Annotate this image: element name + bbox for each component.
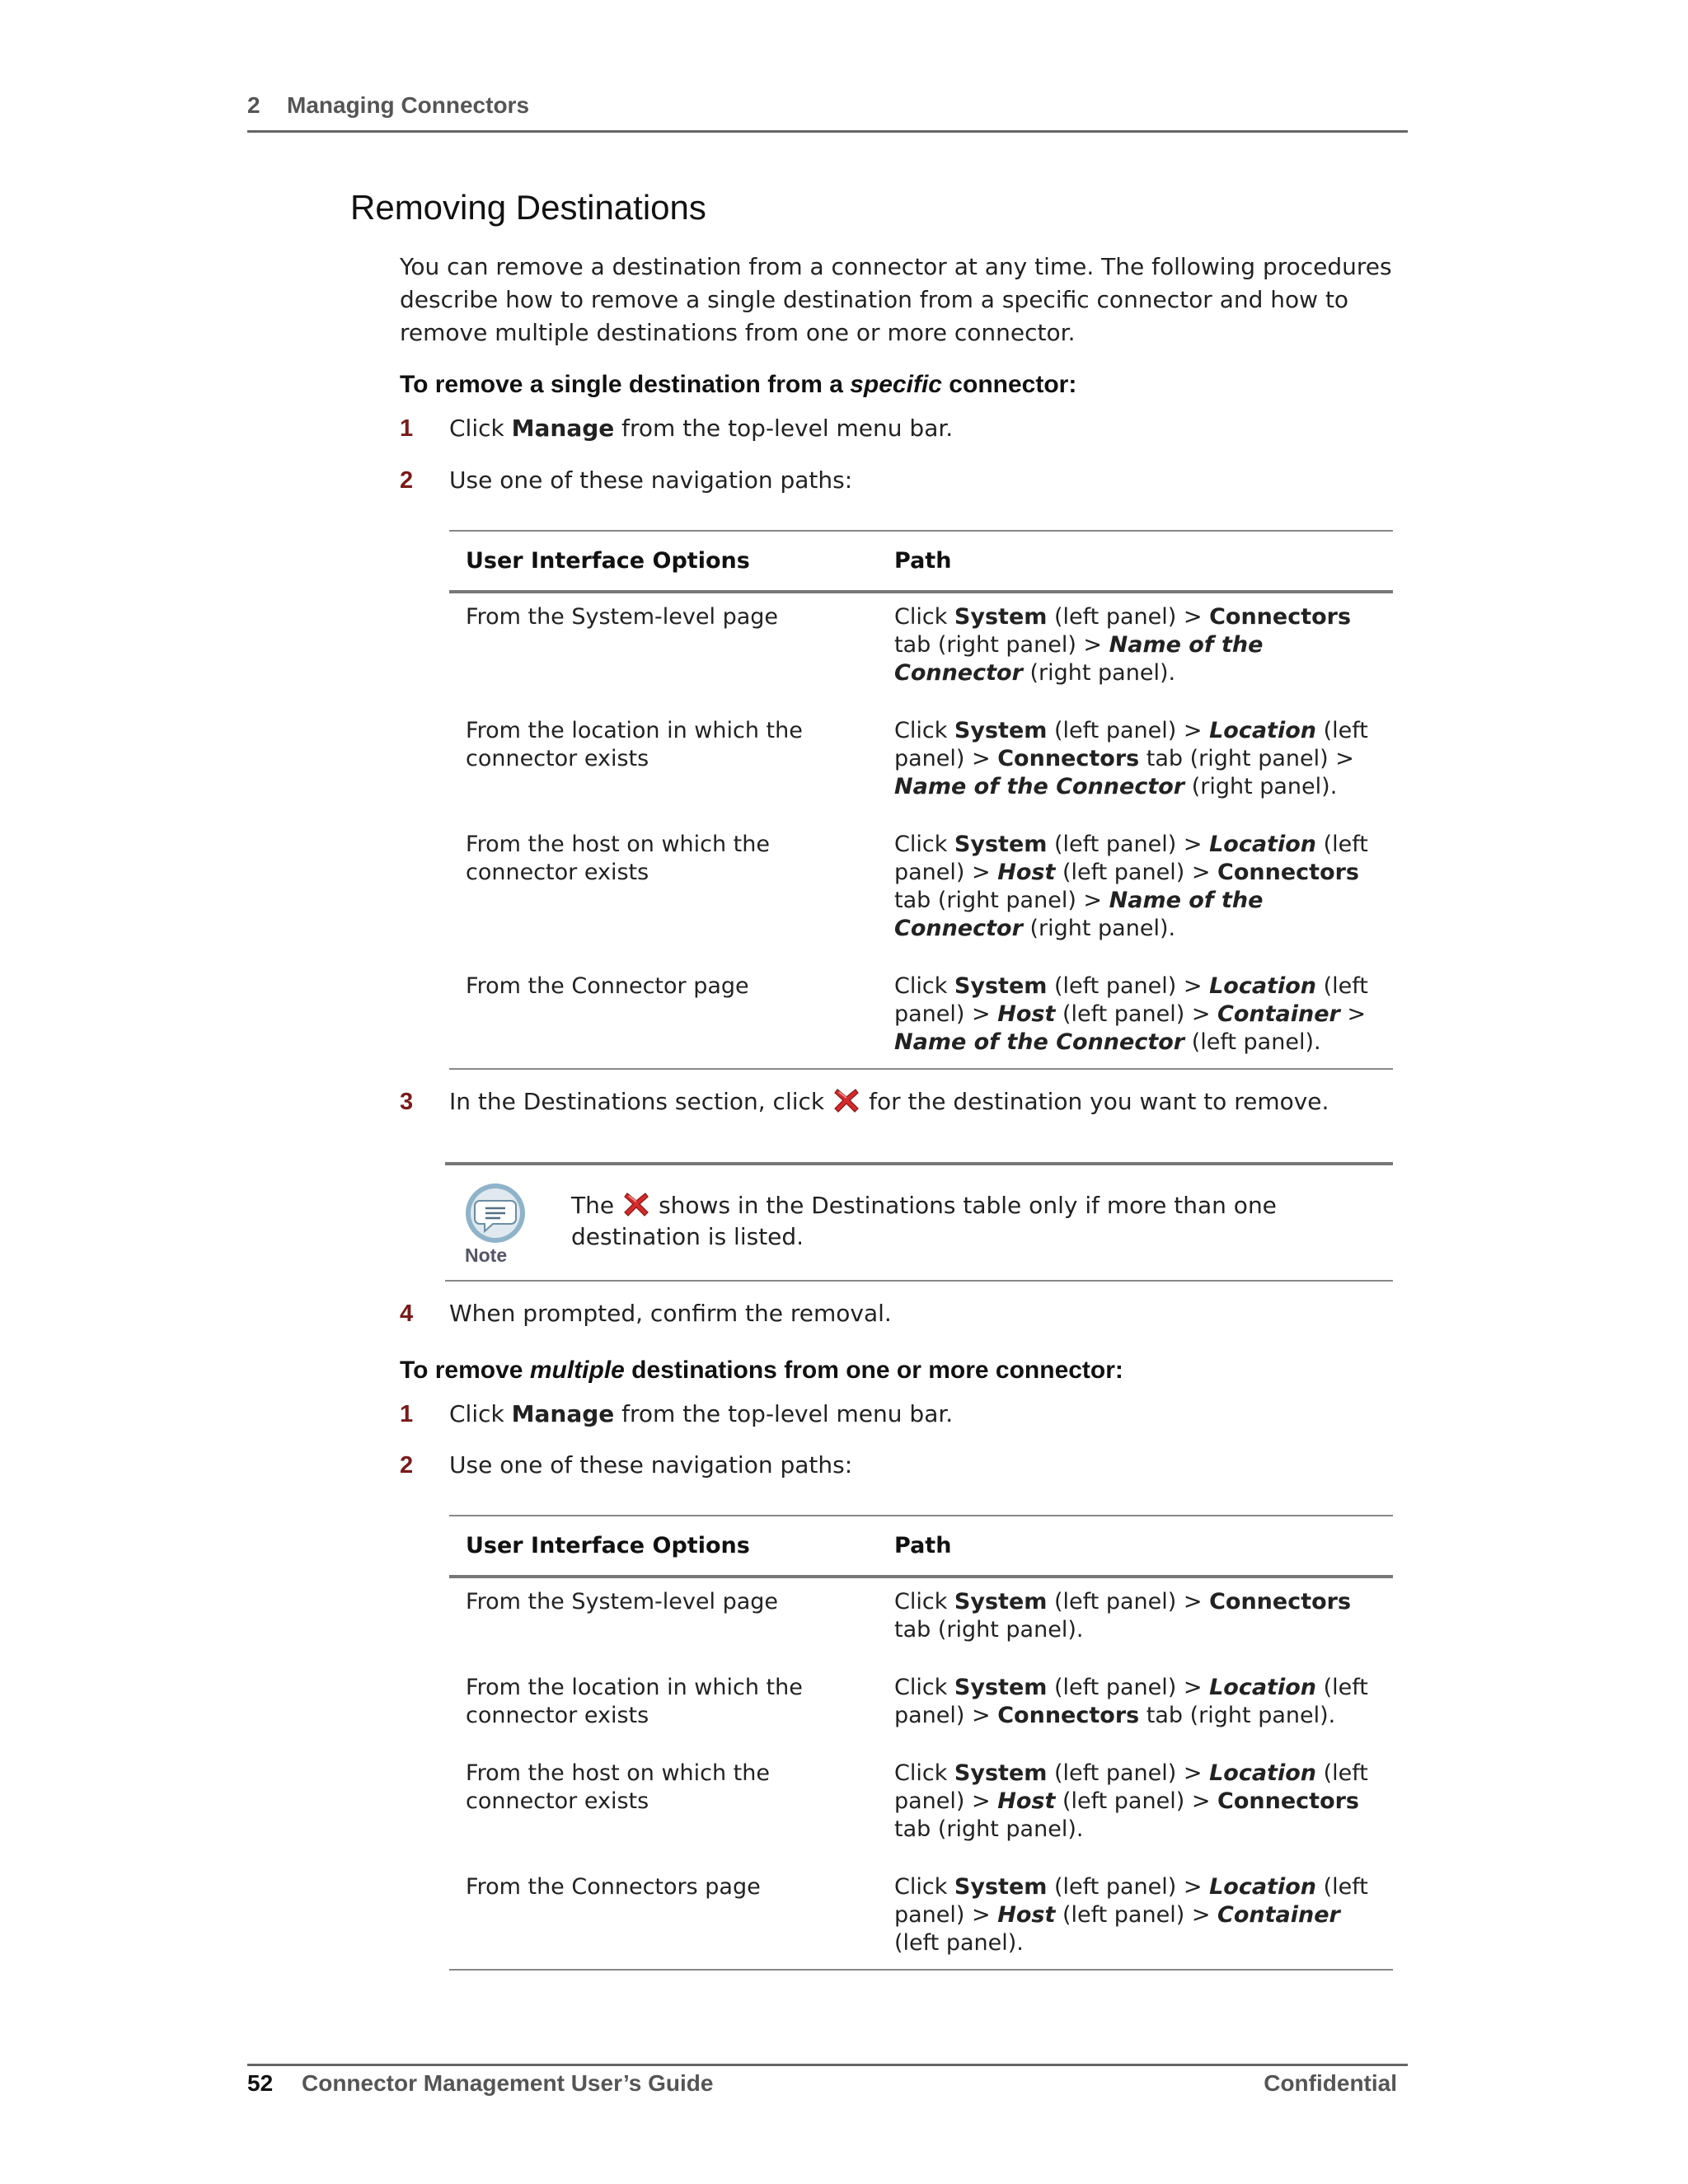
table-header-row — [449, 531, 1393, 592]
path-text: tab (right panel). — [1139, 1703, 1336, 1728]
note-text-part: The — [571, 1192, 615, 1219]
chapter-title: Managing Connectors — [287, 92, 530, 118]
path-text: (left panel) > — [1047, 1874, 1210, 1900]
path-cell — [878, 1750, 1393, 1863]
column-header: Path — [878, 531, 1393, 592]
path-text: Click — [894, 1760, 954, 1786]
path-element: System — [954, 832, 1048, 857]
ui-option-cell: From the Connector page — [449, 963, 878, 1069]
path-element: Host — [997, 1001, 1056, 1027]
path-element: Name of the Connector — [894, 888, 1264, 941]
path-text: (left panel). — [894, 1930, 1024, 1956]
table-row — [449, 592, 1393, 707]
path-element: Location — [1209, 973, 1316, 999]
step-text — [449, 1085, 1329, 1118]
table-row — [449, 963, 1393, 1069]
table-row — [449, 821, 1393, 963]
menu-name: Manage — [511, 415, 615, 442]
path-text: (left panel) > — [1047, 1760, 1210, 1786]
section-title: Removing Destinations — [350, 188, 706, 227]
path-text: (left panel) > — [1055, 1001, 1218, 1027]
step-text-part: Click — [449, 415, 512, 442]
path-text: (left panel) > — [1047, 832, 1210, 857]
path-element: Location — [1209, 718, 1316, 743]
path-text: (left panel) > — [894, 1675, 1368, 1728]
path-text: Click — [894, 1874, 954, 1900]
remove-x-icon — [622, 1190, 650, 1218]
path-cell — [878, 707, 1393, 821]
path-text: (left panel) > — [1047, 1589, 1210, 1615]
note-label: Note — [465, 1244, 508, 1266]
path-element: Host — [997, 1902, 1056, 1928]
path-text: Click — [894, 973, 954, 999]
step-text — [449, 1398, 953, 1431]
procedure-heading-multiple — [400, 1357, 1123, 1385]
ui-option-cell: From the location in which the connector exists — [466, 1675, 803, 1728]
path-text: (right panel). — [1184, 774, 1338, 799]
intro-paragraph: You can remove a destination from a connector at any time. The following procedures describe how to remove a single destination from a specific connector and how to remove multiple destinations from one or more connector. — [400, 253, 1392, 346]
path-element: System — [954, 1589, 1048, 1615]
remove-x-icon[interactable] — [832, 1086, 860, 1114]
heading-text: connector: — [941, 371, 1077, 398]
heading-text: To remove — [400, 1357, 530, 1384]
path-text: (left panel) > — [1047, 604, 1210, 630]
path-text: (left panel) > — [1047, 973, 1210, 999]
path-text: > — [1339, 1001, 1367, 1027]
footer-rule — [247, 2064, 1408, 2066]
table-row — [449, 1863, 1393, 1970]
note-icon — [462, 1180, 532, 1269]
path-text: tab (right panel) > — [894, 888, 1109, 913]
path-cell — [878, 1577, 1393, 1664]
navigation-paths-table-multiple — [449, 1515, 1393, 1971]
path-text: Click — [894, 1589, 954, 1615]
path-element: Location — [1209, 832, 1316, 857]
step-number: 1 — [400, 415, 414, 442]
heading-text: To remove a single destination from a — [400, 371, 851, 398]
path-text: tab (right panel) > — [894, 632, 1109, 658]
ui-option-cell: From the host on which the connector exists — [466, 832, 770, 885]
path-element: Connectors — [1217, 1788, 1359, 1814]
ui-option-cell: From the location in which the connector exists — [466, 718, 803, 771]
step-text-part: Click — [449, 1400, 512, 1427]
path-element: Connectors — [1209, 1589, 1352, 1615]
menu-name: Manage — [511, 1400, 615, 1427]
path-text: (left panel) > — [894, 973, 1368, 1027]
column-header: Path — [878, 1516, 1393, 1577]
path-element: System — [954, 718, 1048, 743]
path-text: Click — [894, 718, 954, 743]
step-number: 2 — [400, 467, 414, 494]
path-element: Location — [1209, 1874, 1316, 1900]
column-header: User Interface Options — [449, 531, 878, 592]
step-text: Use one of these navigation paths: — [449, 1451, 853, 1479]
column-header: User Interface Options — [449, 1516, 878, 1577]
chapter-number: 2 — [247, 92, 260, 118]
table-row — [449, 1577, 1393, 1664]
step-text-part: from the top-level menu bar. — [614, 1400, 954, 1427]
table-row — [449, 1750, 1393, 1863]
procedure-heading-single — [400, 371, 1076, 399]
path-element: System — [954, 973, 1048, 999]
step-number: 1 — [400, 1401, 414, 1427]
navigation-paths-table-single — [449, 530, 1393, 1070]
path-text: (left panel) > — [1047, 718, 1210, 743]
path-element: Name of the Connector — [894, 1029, 1185, 1055]
note-bottom-rule — [445, 1280, 1393, 1282]
path-cell — [878, 592, 1393, 707]
path-element: Container — [1217, 1001, 1340, 1027]
step-text-part: from the top-level menu bar. — [614, 415, 954, 442]
path-element: Container — [1217, 1902, 1340, 1928]
path-element: Connectors — [1209, 604, 1352, 630]
path-text: (left panel) > — [894, 1874, 1368, 1928]
heading-emphasis: multiple — [529, 1357, 625, 1384]
table-row — [449, 1664, 1393, 1750]
running-footer — [247, 2070, 1397, 2097]
note-text — [571, 1190, 1387, 1253]
path-cell — [878, 1664, 1393, 1750]
path-text: Click — [894, 604, 954, 630]
path-text: Click — [894, 1675, 954, 1700]
path-text: (left panel). — [1184, 1029, 1321, 1055]
path-text: tab (right panel). — [894, 1816, 1084, 1842]
path-element: System — [954, 1675, 1048, 1700]
path-element: Host — [997, 1788, 1056, 1814]
ui-option-cell: From the System-level page — [466, 1589, 779, 1615]
path-element: Location — [1209, 1675, 1316, 1700]
path-text: (left panel) > — [1055, 860, 1218, 885]
path-text: (left panel) > — [1055, 1902, 1218, 1928]
guide-title: Connector Management User’s Guide — [302, 2070, 714, 2096]
heading-emphasis: specific — [850, 371, 942, 398]
page-number: 52 — [247, 2070, 274, 2096]
path-element: Name of the Connector — [894, 632, 1264, 686]
step-text-part: for the destination you want to remove. — [869, 1088, 1329, 1115]
path-element: System — [954, 1874, 1048, 1900]
step-number: 2 — [400, 1452, 414, 1479]
path-text: Click — [894, 832, 954, 857]
header-rule — [247, 130, 1408, 133]
classification-label: Confidential — [1264, 2070, 1397, 2096]
running-header — [247, 92, 1408, 119]
path-text: (left panel) > — [894, 832, 1368, 885]
step-number: 3 — [400, 1089, 414, 1115]
path-text: (left panel) > — [894, 1760, 1368, 1814]
path-cell — [878, 963, 1393, 1069]
path-element: Connectors — [997, 1703, 1140, 1728]
step-text: Use one of these navigation paths: — [449, 466, 853, 494]
step-text — [449, 412, 953, 445]
step-text-part: In the Destinations section, click — [449, 1088, 825, 1115]
table-row — [449, 707, 1393, 821]
path-text: (right panel). — [1022, 916, 1176, 941]
note-top-rule — [445, 1162, 1393, 1165]
note-text-part: shows in the Destinations table only if more than one destination is listed. — [571, 1192, 1277, 1250]
path-text: (left panel) > — [894, 718, 1368, 771]
ui-option-cell: From the System-level page — [466, 604, 779, 630]
path-text: (left panel) > — [1055, 1788, 1218, 1814]
path-element: System — [954, 604, 1048, 630]
ui-option-cell: From the host on which the connector exists — [466, 1760, 770, 1814]
path-element: Connectors — [1217, 860, 1359, 885]
path-element: System — [954, 1760, 1048, 1786]
path-text: tab (right panel). — [894, 1617, 1084, 1643]
ui-option-cell: From the Connectors page — [449, 1863, 878, 1970]
path-cell — [878, 1863, 1393, 1970]
path-element: Location — [1209, 1760, 1316, 1786]
path-text: (right panel). — [1022, 660, 1176, 686]
step-text: When prompted, confirm the removal. — [449, 1300, 892, 1327]
heading-text: destinations from one or more connector: — [624, 1357, 1123, 1384]
path-text: (left panel) > — [1047, 1675, 1210, 1700]
path-element: Connectors — [997, 746, 1140, 771]
path-text: tab (right panel) > — [1139, 746, 1354, 771]
path-element: Name of the Connector — [894, 774, 1185, 799]
path-cell — [878, 821, 1393, 963]
step-number: 4 — [400, 1301, 414, 1327]
path-element: Host — [997, 860, 1056, 885]
table-header-row — [449, 1516, 1393, 1577]
